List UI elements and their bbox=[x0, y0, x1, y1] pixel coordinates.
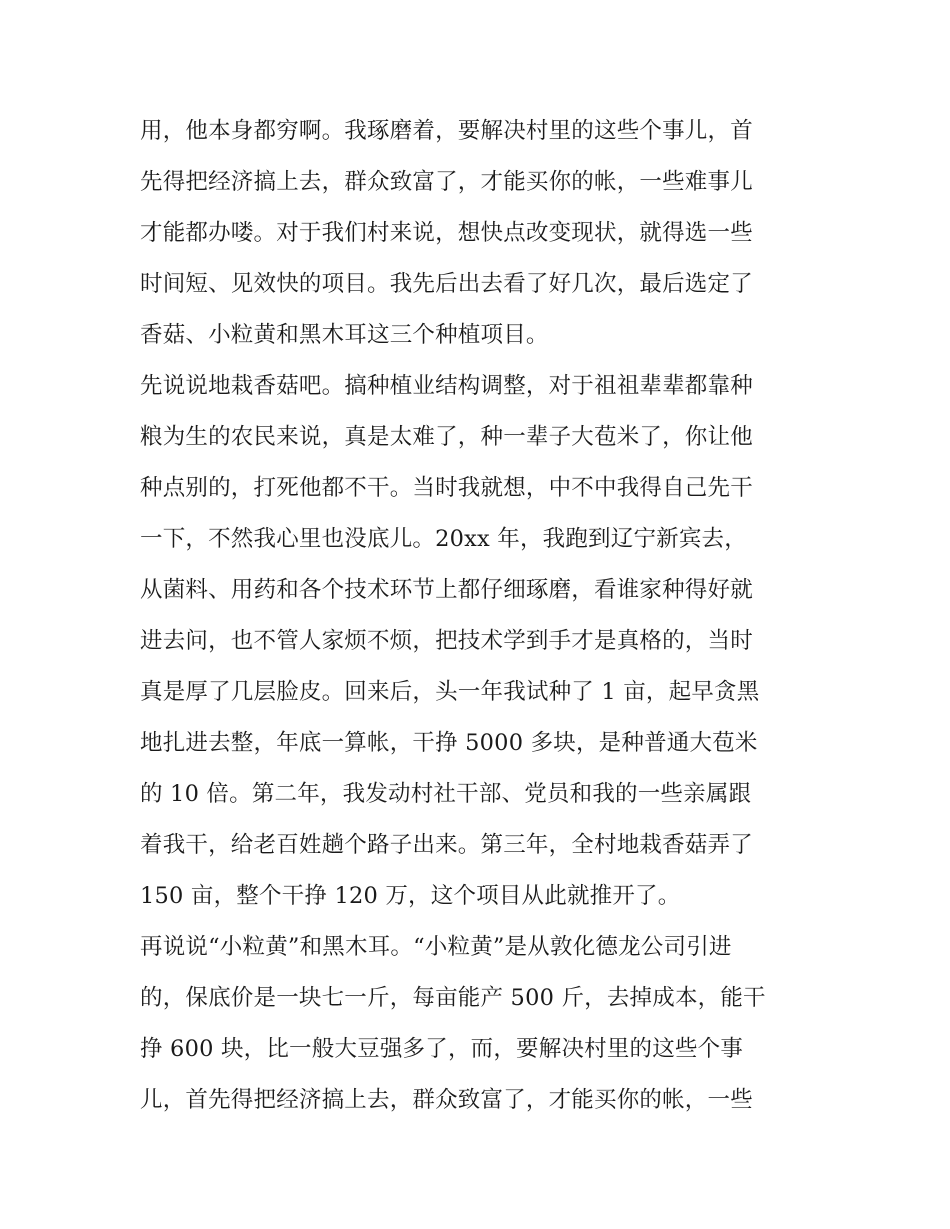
text-line: 儿，首先得把经济搞上去，群众致富了，才能买你的帐，一些 bbox=[140, 1087, 753, 1113]
text-line: 先说说地栽香菇吧。搞种植业结构调整，对于祖祖辈辈都靠种 bbox=[140, 373, 753, 399]
text-line: 一下，不然我心里也没底儿。20xx 年，我跑到辽宁新宾去， bbox=[140, 526, 747, 552]
text-line: 先得把经济搞上去，群众致富了，才能买你的帐，一些难事儿 bbox=[140, 169, 753, 195]
text-line: 再说说“小粒黄”和黑木耳。“小粒黄”是从敦化德龙公司引进 bbox=[140, 934, 732, 960]
text-line: 150 亩，整个干挣 120 万，这个项目从此就推开了。 bbox=[140, 883, 681, 909]
text-line: 香菇、小粒黄和黑木耳这三个种植项目。 bbox=[140, 322, 549, 348]
text-line: 时间短、见效快的项目。我先后出去看了好几次，最后选定了 bbox=[140, 271, 753, 297]
text-line: 从菌料、用药和各个技术环节上都仔细琢磨，看谁家种得好就 bbox=[140, 577, 753, 603]
text-line: 才能都办喽。对于我们村来说，想快点改变现状，就得选一些 bbox=[140, 220, 753, 246]
body-text bbox=[140, 106, 830, 1126]
text-line: 的 10 倍。第二年，我发动村社干部、党员和我的一些亲属跟 bbox=[140, 781, 752, 807]
text-line: 种点别的，打死他都不干。当时我就想，中不中我得自己先干 bbox=[140, 475, 753, 501]
text-line: 用，他本身都穷啊。我琢磨着，要解决村里的这些个事儿，首 bbox=[140, 118, 753, 144]
text-line: 地扎进去整，年底一算帐，干挣 5000 多块，是种普通大苞米 bbox=[140, 730, 758, 756]
text-line: 着我干，给老百姓趟个路子出来。第三年，全村地栽香菇弄了 bbox=[140, 832, 753, 858]
text-line: 的，保底价是一块七一斤，每亩能产 500 斤，去掉成本，能干 bbox=[140, 985, 766, 1011]
text-line: 挣 600 块，比一般大豆强多了，而，要解决村里的这些个事 bbox=[140, 1036, 744, 1062]
text-line: 真是厚了几层脸皮。回来后，头一年我试种了 1 亩，起早贪黑 bbox=[140, 679, 760, 705]
text-line: 进去问，也不管人家烦不烦，把技术学到手才是真格的，当时 bbox=[140, 628, 753, 654]
text-line: 粮为生的农民来说，真是太难了，种一辈子大苞米了，你让他 bbox=[140, 424, 753, 450]
